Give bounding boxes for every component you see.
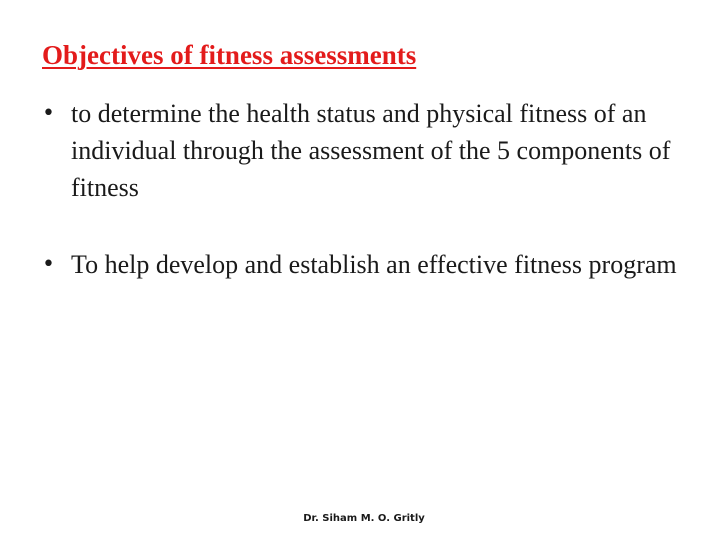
bullet-icon: •	[42, 101, 55, 126]
bullet-list	[40, 95, 700, 283]
bullet-item	[40, 95, 700, 206]
bullet-item	[40, 246, 700, 283]
bullet-text: To help develop and establish an effective fitness program	[71, 250, 677, 279]
bullet-icon: •	[42, 252, 55, 277]
footer-author: Dr. Siham M. O. Gritly	[303, 513, 425, 524]
slide-title: Objectives of fitness assessments	[42, 40, 417, 70]
bullet-text: to determine the health status and physical fitness of an individual through the assessment of the 5 components of fitness	[71, 99, 671, 202]
